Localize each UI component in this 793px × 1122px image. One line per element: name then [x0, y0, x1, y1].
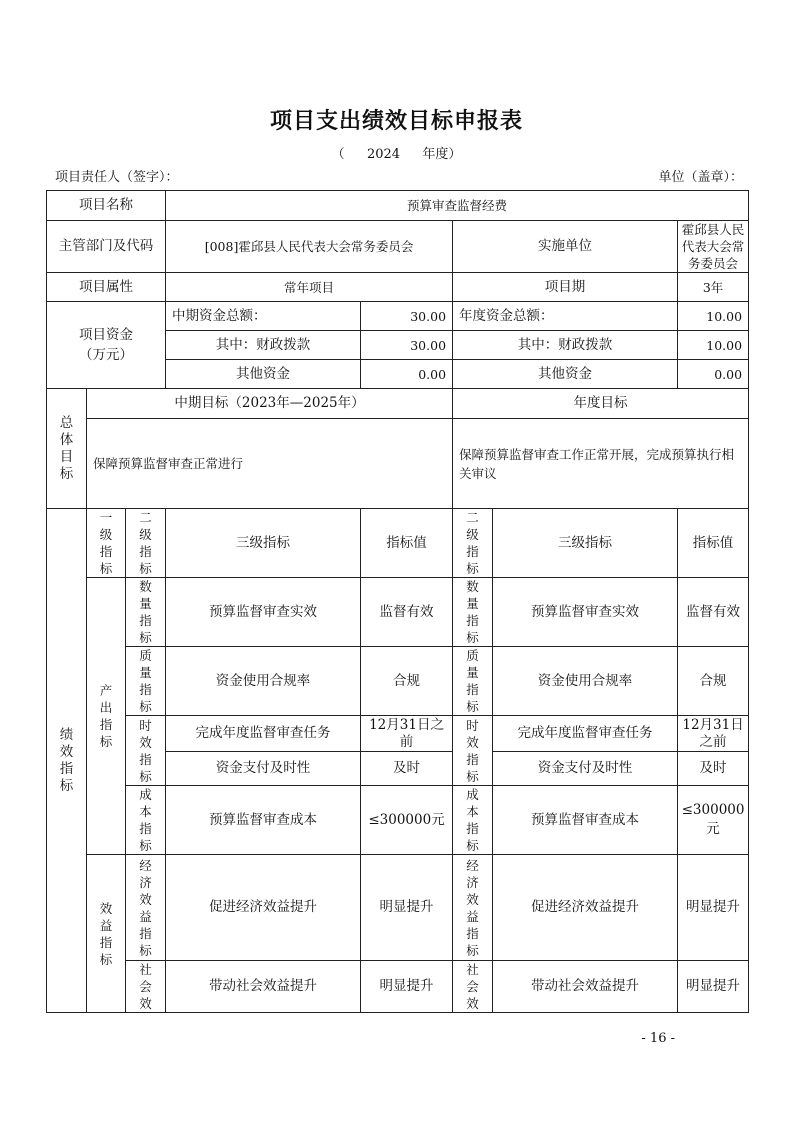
table-row-l3: 促进经济效益提升 — [166, 855, 361, 961]
output-indicator-label: 产出指标 — [87, 578, 126, 855]
mid-total-value: 30.00 — [361, 302, 453, 331]
level3-header-right: 三级指标 — [493, 509, 678, 578]
table-row-value-right: 监督有效 — [678, 578, 749, 647]
table-row-value-right: 及时 — [678, 752, 749, 786]
mid-total-label: 中期资金总额： — [166, 302, 361, 331]
table-row-value-right: 明显提升 — [678, 855, 749, 961]
performance-indicator-label: 绩效指标 — [47, 509, 87, 1013]
level1-header: 一级指标 — [87, 509, 126, 578]
table-row-l2-right: 经济效益指标 — [453, 855, 493, 961]
table-row-l2: 社会效 — [126, 961, 166, 1013]
implementing-unit-label: 实施单位 — [453, 221, 678, 273]
mid-other-value: 0.00 — [361, 360, 453, 389]
mid-fiscal-label: 其中：财政拨款 — [166, 331, 361, 360]
table-row-l2: 质量指标 — [126, 647, 166, 716]
table-row-value-right: ≤300000元 — [678, 786, 749, 855]
table-row-l2-right: 成本指标 — [453, 786, 493, 855]
year-other-value: 0.00 — [678, 360, 749, 389]
project-attribute-label: 项目属性 — [47, 273, 166, 302]
table-row-value: 明显提升 — [361, 961, 453, 1013]
table-row-l3-right: 资金使用合规率 — [493, 647, 678, 716]
table-row-value: 合规 — [361, 647, 453, 716]
table-row-l3: 带动社会效益提升 — [166, 961, 361, 1013]
level3-header: 三级指标 — [166, 509, 361, 578]
project-period-value: 3年 — [678, 273, 749, 302]
table-row-l3-right: 带动社会效益提升 — [493, 961, 678, 1013]
department-label: 主管部门及代码 — [47, 221, 166, 273]
project-name-label: 项目名称 — [47, 191, 166, 221]
mid-fiscal-value: 30.00 — [361, 331, 453, 360]
overall-target-label: 总体目标 — [47, 389, 87, 509]
performance-target-table — [46, 190, 749, 1013]
table-row-l2: 经济效益指标 — [126, 855, 166, 961]
year-line — [0, 143, 793, 162]
table-row-l3-right: 完成年度监督审查任务 — [493, 716, 678, 752]
level2-header: 二级指标 — [126, 509, 166, 578]
table-row-l3: 完成年度监督审查任务 — [166, 716, 361, 752]
table-row-value: ≤300000元 — [361, 786, 453, 855]
table-row-l3-right: 资金支付及时性 — [493, 752, 678, 786]
table-row-l2-right: 数量指标 — [453, 578, 493, 647]
project-period-label: 项目期 — [453, 273, 678, 302]
value-header-right: 指标值 — [678, 509, 749, 578]
table-row-l3: 预算监督审查实效 — [166, 578, 361, 647]
year-target-text: 保障预算监督审查工作正常开展，完成预算执行相关审议 — [453, 419, 749, 509]
table-row-l3: 资金支付及时性 — [166, 752, 361, 786]
table-row-value: 明显提升 — [361, 855, 453, 961]
table-row-value: 及时 — [361, 752, 453, 786]
benefit-indicator-label: 效益指标 — [87, 855, 126, 1013]
mid-other-label: 其他资金 — [166, 360, 361, 389]
table-row-value: 监督有效 — [361, 578, 453, 647]
table-row-l2: 数量指标 — [126, 578, 166, 647]
table-row-value-right: 12月31日之前 — [678, 716, 749, 752]
table-row-value: 12月31日之前 — [361, 716, 453, 752]
table-row-l2-right: 社会效 — [453, 961, 493, 1013]
table-row-l3-right: 预算监督审查实效 — [493, 578, 678, 647]
year-total-value: 10.00 — [678, 302, 749, 331]
year-total-label: 年度资金总额： — [453, 302, 678, 331]
implementing-unit-value: 霍邱县人民代表大会常务委员会 — [678, 221, 749, 273]
table-row-l2-right: 质量指标 — [453, 647, 493, 716]
mid-target-header: 中期目标（2023年—2025年） — [87, 389, 453, 419]
project-name-value: 预算审查监督经费 — [166, 191, 749, 221]
table-row-l3: 预算监督审查成本 — [166, 786, 361, 855]
mid-target-text: 保障预算监督审查正常进行 — [87, 419, 453, 509]
table-row-l3-right: 预算监督审查成本 — [493, 786, 678, 855]
table-row-l2: 时效指标 — [126, 716, 166, 786]
project-funds-label: 项目资金（万元） — [47, 302, 166, 389]
page-title: 项目支出绩效目标申报表 — [269, 109, 523, 134]
table-row-l3-right: 促进经济效益提升 — [493, 855, 678, 961]
unit-seal-label: 单位（盖章）： — [658, 170, 743, 185]
year-fiscal-value: 10.00 — [678, 331, 749, 360]
table-row-l3: 资金使用合规率 — [166, 647, 361, 716]
table-row-l2-right: 时效指标 — [453, 716, 493, 786]
responsible-signature-label: 项目责任人（签字）： — [55, 170, 179, 185]
table-row-value-right: 合规 — [678, 647, 749, 716]
year-value: 2024 — [366, 147, 401, 162]
table-row-value-right: 明显提升 — [678, 961, 749, 1013]
project-attribute-value: 常年项目 — [166, 273, 453, 302]
year-target-header: 年度目标 — [453, 389, 749, 419]
year-other-label: 其他资金 — [453, 360, 678, 389]
page-number: - 16 - — [641, 1031, 675, 1046]
year-open: （ — [331, 147, 345, 162]
year-fiscal-label: 其中：财政拨款 — [453, 331, 678, 360]
level2-header-right: 二级指标 — [453, 509, 493, 578]
year-close: 年度） — [422, 147, 462, 162]
department-value: [008]霍邱县人民代表大会常务委员会 — [166, 221, 453, 273]
value-header: 指标值 — [361, 509, 453, 578]
table-row-l2: 成本指标 — [126, 786, 166, 855]
